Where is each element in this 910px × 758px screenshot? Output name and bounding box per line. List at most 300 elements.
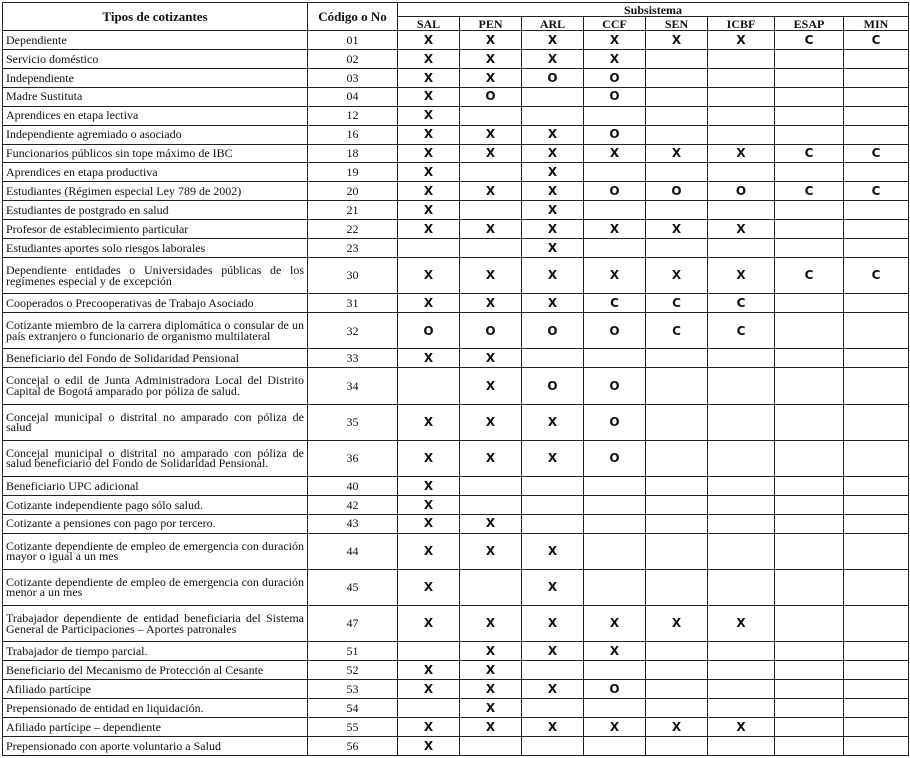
mark-cell-min bbox=[844, 533, 909, 569]
mark-cell-esap: C bbox=[775, 258, 844, 294]
mark-cell-sen bbox=[646, 239, 708, 258]
mark-cell-sen: X bbox=[646, 258, 708, 294]
table-row bbox=[3, 569, 909, 605]
mark-cell-arl: O bbox=[522, 368, 584, 404]
cotizantes-table bbox=[2, 2, 909, 756]
tipo-cell: Funcionarios públicos sin tope máximo de IBC bbox=[3, 144, 308, 163]
tipo-cell: Cotizante a pensiones con pago por tercero. bbox=[3, 514, 308, 533]
mark-cell-arl bbox=[522, 699, 584, 718]
table-row bbox=[3, 313, 909, 349]
table-row bbox=[3, 717, 909, 736]
mark-cell-icbf bbox=[708, 125, 775, 144]
mark-cell-sen: X bbox=[646, 144, 708, 163]
codigo-cell: 56 bbox=[308, 736, 398, 755]
mark-cell-min bbox=[844, 163, 909, 182]
mark-cell-icbf bbox=[708, 87, 775, 106]
tipo-cell: Dependiente entidades o Universidades públicas de los regímenes especial y de excepción bbox=[3, 258, 308, 294]
mark-cell-arl: X bbox=[522, 440, 584, 476]
mark-cell-min bbox=[844, 699, 909, 718]
table-row bbox=[3, 106, 909, 125]
codigo-cell: 36 bbox=[308, 440, 398, 476]
mark-cell-min bbox=[844, 717, 909, 736]
mark-cell-sen bbox=[646, 495, 708, 514]
mark-cell-arl: X bbox=[522, 49, 584, 68]
mark-cell-esap bbox=[775, 125, 844, 144]
mark-cell-min bbox=[844, 514, 909, 533]
codigo-cell: 44 bbox=[308, 533, 398, 569]
mark-cell-ccf: O bbox=[584, 368, 646, 404]
codigo-cell: 12 bbox=[308, 106, 398, 125]
mark-cell-sal: X bbox=[398, 68, 460, 87]
mark-cell-arl: X bbox=[522, 220, 584, 239]
mark-cell-esap bbox=[775, 163, 844, 182]
mark-cell-esap bbox=[775, 642, 844, 661]
mark-cell-sal bbox=[398, 642, 460, 661]
table-row bbox=[3, 125, 909, 144]
mark-cell-sen: X bbox=[646, 220, 708, 239]
mark-cell-esap bbox=[775, 106, 844, 125]
mark-cell-min bbox=[844, 440, 909, 476]
table-row bbox=[3, 661, 909, 680]
mark-cell-arl: X bbox=[522, 144, 584, 163]
mark-cell-sen bbox=[646, 163, 708, 182]
mark-cell-min bbox=[844, 294, 909, 313]
mark-cell-pen: X bbox=[460, 404, 522, 440]
table-row bbox=[3, 68, 909, 87]
mark-cell-esap bbox=[775, 680, 844, 699]
mark-cell-min bbox=[844, 569, 909, 605]
mark-cell-ccf bbox=[584, 239, 646, 258]
mark-cell-pen: X bbox=[460, 717, 522, 736]
table-row bbox=[3, 404, 909, 440]
mark-cell-icbf bbox=[708, 68, 775, 87]
codigo-cell: 22 bbox=[308, 220, 398, 239]
mark-cell-ccf: X bbox=[584, 220, 646, 239]
mark-cell-pen bbox=[460, 239, 522, 258]
mark-cell-pen: X bbox=[460, 514, 522, 533]
mark-cell-sal bbox=[398, 699, 460, 718]
mark-cell-min bbox=[844, 661, 909, 680]
mark-cell-ccf bbox=[584, 533, 646, 569]
mark-cell-icbf bbox=[708, 514, 775, 533]
mark-cell-arl: X bbox=[522, 680, 584, 699]
codigo-cell: 03 bbox=[308, 68, 398, 87]
mark-cell-esap bbox=[775, 606, 844, 642]
mark-cell-sen bbox=[646, 533, 708, 569]
mark-cell-icbf: X bbox=[708, 717, 775, 736]
mark-cell-sen: C bbox=[646, 313, 708, 349]
tipo-cell: Cotizante dependiente de empleo de emergencia con duración menor a un mes bbox=[3, 569, 308, 605]
mark-cell-sal: X bbox=[398, 125, 460, 144]
mark-cell-arl bbox=[522, 106, 584, 125]
mark-cell-pen: X bbox=[460, 606, 522, 642]
mark-cell-icbf bbox=[708, 404, 775, 440]
mark-cell-sal: X bbox=[398, 31, 460, 50]
mark-cell-sen bbox=[646, 661, 708, 680]
mark-cell-sen: O bbox=[646, 182, 708, 201]
mark-cell-sal bbox=[398, 239, 460, 258]
mark-cell-sal: X bbox=[398, 514, 460, 533]
codigo-cell: 43 bbox=[308, 514, 398, 533]
mark-cell-icbf bbox=[708, 642, 775, 661]
mark-cell-arl: X bbox=[522, 717, 584, 736]
table-row bbox=[3, 368, 909, 404]
mark-cell-min bbox=[844, 220, 909, 239]
codigo-cell: 40 bbox=[308, 476, 398, 495]
mark-cell-ccf: X bbox=[584, 606, 646, 642]
codigo-cell: 45 bbox=[308, 569, 398, 605]
mark-cell-sen bbox=[646, 368, 708, 404]
mark-cell-esap bbox=[775, 349, 844, 368]
mark-cell-arl: X bbox=[522, 569, 584, 605]
mark-cell-sal: X bbox=[398, 661, 460, 680]
mark-cell-ccf bbox=[584, 201, 646, 220]
mark-cell-arl bbox=[522, 349, 584, 368]
mark-cell-esap bbox=[775, 294, 844, 313]
mark-cell-sen bbox=[646, 404, 708, 440]
mark-cell-ccf bbox=[584, 736, 646, 755]
mark-cell-icbf: C bbox=[708, 313, 775, 349]
tipo-cell: Prepensionado con aporte voluntario a Salud bbox=[3, 736, 308, 755]
tipo-cell: Servicio doméstico bbox=[3, 49, 308, 68]
mark-cell-ccf: C bbox=[584, 294, 646, 313]
mark-cell-esap bbox=[775, 514, 844, 533]
mark-cell-esap bbox=[775, 476, 844, 495]
header-min: MIN bbox=[844, 17, 909, 31]
tipo-cell: Beneficiario del Mecanismo de Protección al Cesante bbox=[3, 661, 308, 680]
table-row bbox=[3, 201, 909, 220]
mark-cell-icbf bbox=[708, 495, 775, 514]
mark-cell-sal: X bbox=[398, 533, 460, 569]
table-body bbox=[3, 31, 909, 756]
mark-cell-pen: X bbox=[460, 680, 522, 699]
mark-cell-esap bbox=[775, 49, 844, 68]
mark-cell-pen: X bbox=[460, 440, 522, 476]
tipo-cell: Cooperados o Precooperativas de Trabajo Asociado bbox=[3, 294, 308, 313]
mark-cell-sen: X bbox=[646, 717, 708, 736]
table-row bbox=[3, 144, 909, 163]
mark-cell-arl: X bbox=[522, 125, 584, 144]
tipo-cell: Estudiantes de postgrado en salud bbox=[3, 201, 308, 220]
codigo-cell: 04 bbox=[308, 87, 398, 106]
mark-cell-min: C bbox=[844, 258, 909, 294]
mark-cell-sal: X bbox=[398, 144, 460, 163]
mark-cell-esap bbox=[775, 440, 844, 476]
mark-cell-icbf bbox=[708, 680, 775, 699]
table-row bbox=[3, 642, 909, 661]
codigo-cell: 30 bbox=[308, 258, 398, 294]
mark-cell-min bbox=[844, 125, 909, 144]
mark-cell-arl bbox=[522, 476, 584, 495]
mark-cell-ccf bbox=[584, 349, 646, 368]
mark-cell-ccf: X bbox=[584, 642, 646, 661]
mark-cell-arl: X bbox=[522, 258, 584, 294]
table-row bbox=[3, 163, 909, 182]
table-row bbox=[3, 680, 909, 699]
tipo-cell: Prepensionado de entidad en liquidación. bbox=[3, 699, 308, 718]
mark-cell-pen: X bbox=[460, 125, 522, 144]
mark-cell-min bbox=[844, 495, 909, 514]
mark-cell-esap: C bbox=[775, 144, 844, 163]
mark-cell-min bbox=[844, 642, 909, 661]
mark-cell-ccf: O bbox=[584, 680, 646, 699]
table-row bbox=[3, 440, 909, 476]
mark-cell-sen bbox=[646, 440, 708, 476]
header-arl: ARL bbox=[522, 17, 584, 31]
tipo-cell: Trabajador dependiente de entidad beneficiaria del Sistema General de Participaciones – Aportes patronales bbox=[3, 606, 308, 642]
codigo-cell: 02 bbox=[308, 49, 398, 68]
codigo-cell: 52 bbox=[308, 661, 398, 680]
header-icbf: ICBF bbox=[708, 17, 775, 31]
mark-cell-sen bbox=[646, 49, 708, 68]
mark-cell-pen: X bbox=[460, 258, 522, 294]
table-row bbox=[3, 349, 909, 368]
mark-cell-min: C bbox=[844, 31, 909, 50]
mark-cell-sal: X bbox=[398, 87, 460, 106]
mark-cell-sal: X bbox=[398, 606, 460, 642]
mark-cell-esap bbox=[775, 569, 844, 605]
mark-cell-ccf bbox=[584, 514, 646, 533]
mark-cell-sal: X bbox=[398, 440, 460, 476]
mark-cell-sal: X bbox=[398, 569, 460, 605]
tipo-cell: Concejal o edil de Junta Administradora Local del Distrito Capital de Bogotá amparado por póliza de salud. bbox=[3, 368, 308, 404]
mark-cell-ccf: O bbox=[584, 125, 646, 144]
codigo-cell: 16 bbox=[308, 125, 398, 144]
mark-cell-sen bbox=[646, 476, 708, 495]
mark-cell-icbf: O bbox=[708, 182, 775, 201]
mark-cell-pen: X bbox=[460, 699, 522, 718]
mark-cell-esap: C bbox=[775, 31, 844, 50]
mark-cell-sal: X bbox=[398, 476, 460, 495]
table-row bbox=[3, 220, 909, 239]
mark-cell-icbf: X bbox=[708, 31, 775, 50]
header-sen: SEN bbox=[646, 17, 708, 31]
table-row bbox=[3, 514, 909, 533]
mark-cell-pen: X bbox=[460, 533, 522, 569]
header-esap: ESAP bbox=[775, 17, 844, 31]
codigo-cell: 42 bbox=[308, 495, 398, 514]
mark-cell-icbf: X bbox=[708, 606, 775, 642]
table-row bbox=[3, 182, 909, 201]
mark-cell-sen bbox=[646, 201, 708, 220]
header-sal: SAL bbox=[398, 17, 460, 31]
mark-cell-esap bbox=[775, 239, 844, 258]
mark-cell-arl bbox=[522, 514, 584, 533]
table-row bbox=[3, 294, 909, 313]
mark-cell-pen bbox=[460, 736, 522, 755]
mark-cell-pen: X bbox=[460, 49, 522, 68]
codigo-cell: 47 bbox=[308, 606, 398, 642]
tipo-cell: Afiliado partícipe – dependiente bbox=[3, 717, 308, 736]
mark-cell-icbf bbox=[708, 163, 775, 182]
mark-cell-sal: X bbox=[398, 404, 460, 440]
tipo-cell: Trabajador de tiempo parcial. bbox=[3, 642, 308, 661]
mark-cell-pen: X bbox=[460, 144, 522, 163]
mark-cell-esap bbox=[775, 220, 844, 239]
mark-cell-min bbox=[844, 349, 909, 368]
mark-cell-esap bbox=[775, 661, 844, 680]
table-row bbox=[3, 533, 909, 569]
mark-cell-sal: X bbox=[398, 680, 460, 699]
tipo-cell: Beneficiario UPC adicional bbox=[3, 476, 308, 495]
mark-cell-min bbox=[844, 476, 909, 495]
mark-cell-sen bbox=[646, 642, 708, 661]
mark-cell-icbf bbox=[708, 476, 775, 495]
mark-cell-pen bbox=[460, 201, 522, 220]
tipo-cell: Aprendices en etapa productiva bbox=[3, 163, 308, 182]
mark-cell-ccf: X bbox=[584, 31, 646, 50]
mark-cell-pen: X bbox=[460, 31, 522, 50]
mark-cell-icbf: X bbox=[708, 220, 775, 239]
mark-cell-min bbox=[844, 201, 909, 220]
mark-cell-esap bbox=[775, 717, 844, 736]
mark-cell-sal: X bbox=[398, 106, 460, 125]
codigo-cell: 53 bbox=[308, 680, 398, 699]
codigo-cell: 54 bbox=[308, 699, 398, 718]
mark-cell-icbf bbox=[708, 699, 775, 718]
codigo-cell: 31 bbox=[308, 294, 398, 313]
codigo-cell: 35 bbox=[308, 404, 398, 440]
mark-cell-min bbox=[844, 87, 909, 106]
mark-cell-arl: X bbox=[522, 642, 584, 661]
mark-cell-sal: X bbox=[398, 163, 460, 182]
table-row bbox=[3, 495, 909, 514]
mark-cell-esap bbox=[775, 368, 844, 404]
mark-cell-min bbox=[844, 49, 909, 68]
tipo-cell: Independiente bbox=[3, 68, 308, 87]
codigo-cell: 21 bbox=[308, 201, 398, 220]
mark-cell-sal: O bbox=[398, 313, 460, 349]
mark-cell-sal: X bbox=[398, 201, 460, 220]
mark-cell-sen bbox=[646, 106, 708, 125]
table-row bbox=[3, 49, 909, 68]
mark-cell-pen bbox=[460, 495, 522, 514]
mark-cell-ccf: O bbox=[584, 182, 646, 201]
header-tipos: Tipos de cotizantes bbox=[3, 3, 308, 31]
mark-cell-sal: X bbox=[398, 49, 460, 68]
mark-cell-sal bbox=[398, 368, 460, 404]
mark-cell-min bbox=[844, 313, 909, 349]
mark-cell-min bbox=[844, 404, 909, 440]
header-ccf: CCF bbox=[584, 17, 646, 31]
mark-cell-arl: X bbox=[522, 163, 584, 182]
codigo-cell: 34 bbox=[308, 368, 398, 404]
mark-cell-ccf bbox=[584, 163, 646, 182]
mark-cell-ccf bbox=[584, 476, 646, 495]
mark-cell-sen bbox=[646, 125, 708, 144]
mark-cell-sen bbox=[646, 736, 708, 755]
mark-cell-icbf bbox=[708, 239, 775, 258]
mark-cell-arl: X bbox=[522, 533, 584, 569]
mark-cell-sen: X bbox=[646, 606, 708, 642]
mark-cell-esap bbox=[775, 699, 844, 718]
mark-cell-pen bbox=[460, 106, 522, 125]
mark-cell-icbf bbox=[708, 201, 775, 220]
codigo-cell: 23 bbox=[308, 239, 398, 258]
mark-cell-pen: X bbox=[460, 368, 522, 404]
tipo-cell: Aprendices en etapa lectiva bbox=[3, 106, 308, 125]
tipo-cell: Dependiente bbox=[3, 31, 308, 50]
mark-cell-esap bbox=[775, 87, 844, 106]
mark-cell-arl bbox=[522, 736, 584, 755]
mark-cell-ccf: O bbox=[584, 87, 646, 106]
mark-cell-sal: X bbox=[398, 182, 460, 201]
table-row bbox=[3, 699, 909, 718]
tipo-cell: Beneficiario del Fondo de Solidaridad Pensional bbox=[3, 349, 308, 368]
mark-cell-ccf: O bbox=[584, 313, 646, 349]
mark-cell-min bbox=[844, 106, 909, 125]
mark-cell-sen bbox=[646, 87, 708, 106]
codigo-cell: 51 bbox=[308, 642, 398, 661]
mark-cell-sal: X bbox=[398, 349, 460, 368]
tipo-cell: Estudiantes aportes solo riesgos laborales bbox=[3, 239, 308, 258]
mark-cell-ccf bbox=[584, 495, 646, 514]
mark-cell-esap bbox=[775, 68, 844, 87]
tipo-cell: Concejal municipal o distrital no amparado con póliza de salud beneficiario del Fondo de Solidaridad Pensional. bbox=[3, 440, 308, 476]
mark-cell-arl: X bbox=[522, 239, 584, 258]
mark-cell-icbf bbox=[708, 661, 775, 680]
mark-cell-icbf: X bbox=[708, 258, 775, 294]
mark-cell-sen bbox=[646, 349, 708, 368]
mark-cell-ccf bbox=[584, 699, 646, 718]
mark-cell-pen: O bbox=[460, 313, 522, 349]
header-subsistema: Subsistema bbox=[398, 3, 909, 17]
codigo-cell: 32 bbox=[308, 313, 398, 349]
mark-cell-sen: C bbox=[646, 294, 708, 313]
codigo-cell: 18 bbox=[308, 144, 398, 163]
table-row bbox=[3, 87, 909, 106]
mark-cell-pen bbox=[460, 476, 522, 495]
mark-cell-pen bbox=[460, 163, 522, 182]
mark-cell-arl: X bbox=[522, 606, 584, 642]
table-row bbox=[3, 31, 909, 50]
mark-cell-esap bbox=[775, 404, 844, 440]
tipo-cell: Madre Sustituta bbox=[3, 87, 308, 106]
mark-cell-ccf: O bbox=[584, 440, 646, 476]
mark-cell-ccf: X bbox=[584, 717, 646, 736]
codigo-cell: 33 bbox=[308, 349, 398, 368]
mark-cell-sen bbox=[646, 569, 708, 605]
mark-cell-icbf bbox=[708, 736, 775, 755]
header-codigo: Código o No bbox=[308, 3, 398, 31]
mark-cell-pen bbox=[460, 569, 522, 605]
mark-cell-sal: X bbox=[398, 220, 460, 239]
mark-cell-pen: X bbox=[460, 182, 522, 201]
mark-cell-pen: X bbox=[460, 642, 522, 661]
mark-cell-sal: X bbox=[398, 495, 460, 514]
mark-cell-sal: X bbox=[398, 736, 460, 755]
mark-cell-arl bbox=[522, 87, 584, 106]
mark-cell-pen: X bbox=[460, 349, 522, 368]
mark-cell-icbf bbox=[708, 106, 775, 125]
mark-cell-ccf: X bbox=[584, 144, 646, 163]
mark-cell-icbf: X bbox=[708, 144, 775, 163]
mark-cell-sen: X bbox=[646, 31, 708, 50]
mark-cell-arl: O bbox=[522, 313, 584, 349]
table-row bbox=[3, 606, 909, 642]
mark-cell-pen: X bbox=[460, 661, 522, 680]
mark-cell-icbf: C bbox=[708, 294, 775, 313]
mark-cell-ccf: O bbox=[584, 68, 646, 87]
table-row bbox=[3, 239, 909, 258]
mark-cell-esap bbox=[775, 313, 844, 349]
tipo-cell: Cotizante miembro de la carrera diplomática o consular de un país extranjero o funcionario de organismo multilateral bbox=[3, 313, 308, 349]
mark-cell-min bbox=[844, 736, 909, 755]
mark-cell-arl bbox=[522, 495, 584, 514]
mark-cell-arl: X bbox=[522, 182, 584, 201]
mark-cell-icbf bbox=[708, 368, 775, 404]
codigo-cell: 55 bbox=[308, 717, 398, 736]
